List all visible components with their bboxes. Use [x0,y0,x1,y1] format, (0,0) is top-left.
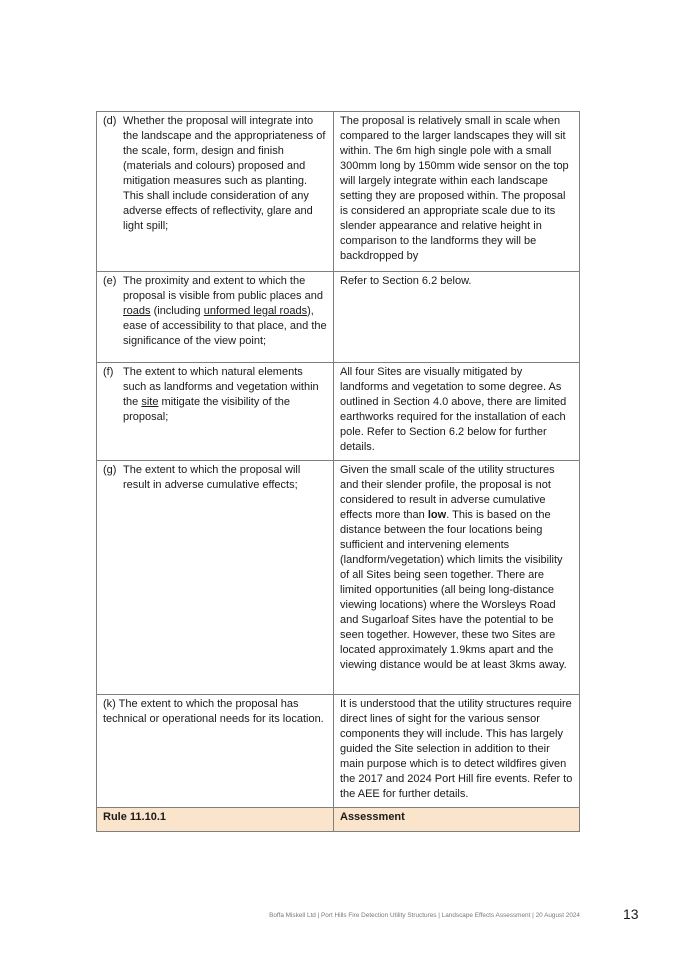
page-footer: Boffa Miskell Ltd | Port Hills Fire Detection Utility Structures | Landscape Effects Assessment | 20 August 2024 [269,912,580,919]
unformed-legal-roads-link[interactable]: unformed legal roads [203,305,308,317]
criterion-cell [97,112,334,272]
roads-link[interactable]: roads [123,305,151,317]
table-row [97,695,580,808]
criterion-label: (f) [103,366,114,378]
criterion-cell [97,461,334,695]
table-row [97,363,580,461]
page-number: 13 [623,906,639,922]
assessment-cell: All four Sites are visually mitigated by landforms and vegetation to some degree. As outlined in Section 4.0 above, there are limited earthworks required for the installation of each pole. Refer to Section 6.2 below for further details. [334,363,580,461]
criterion-text: The extent to which the proposal will result in adverse cumulative effects; [123,464,301,491]
table-row [97,461,580,695]
criterion-label: (d) [103,115,117,127]
criterion-text: (k) The extent to which the proposal has technical or operational needs for its location. [103,698,324,725]
criterion-label: (g) [103,464,117,476]
assessment-cell: Given the small scale of the utility structures and their slender profile, the proposal is not considered to result in adverse cumulative effects more than low. This is based on the distance between the four locations being sufficient and intervening elements (landform/vegetation) which limits the visibility of all Sites being seen together. There are limited opportunities (all being long-distance viewing locations) where the Worsleys Road and Sugarloaf Sites have the potential to be seen together. However, these two Sites are located approximately 1.9kms apart and the viewing distance would be at least 3kms away. [334,461,580,695]
rating-low: low [427,509,447,521]
assessment-cell: Refer to Section 6.2 below. [334,272,580,363]
criterion-label: (e) [103,275,117,287]
table-row [97,112,580,272]
criterion-cell [97,272,334,363]
criterion-cell [97,363,334,461]
table-row [97,272,580,363]
assessment-cell: It is understood that the utility structures require direct lines of sight for the various sensor components they will include. This has largely guided the Site selection in addition to their main purpose which is to detect wildfires given the 2017 and 2024 Port Hill fire events. Refer to the AEE for further details. [334,695,580,808]
assessment-cell: The proposal is relatively small in scale when compared to the larger landscapes they will sit within. The 6m high single pole with a small 300mm long by 150mm wide sensor on the top will largely integrate within each landscape setting they are proposed within. The proposal is considered an appropriate scale due to its slender appearance and relative height in comparison to the landforms they will be backdropped by [334,112,580,272]
criterion-text: The extent to which natural elements such as landforms and vegetation within the site mitigate the visibility of the proposal; [123,366,319,423]
table-header-row [97,808,580,832]
site-link[interactable]: site [141,396,159,408]
criterion-text: Whether the proposal will integrate into the landscape and the appropriateness of the scale, form, design and finish (materials and colours) proposed and mitigation measures such as planting. This shall include consideration of any adverse effects of reflectivity, glare and light spill; [123,115,326,232]
criterion-text: The proximity and extent to which the proposal is visible from public places and roads (including unformed legal roads), ease of accessibility to that place, and the significance of the view point; [123,275,327,347]
criteria-table [96,111,580,832]
assessment-header-cell: Assessment [334,808,580,832]
criterion-cell [97,695,334,808]
rule-header-cell: Rule 11.10.1 [97,808,334,832]
